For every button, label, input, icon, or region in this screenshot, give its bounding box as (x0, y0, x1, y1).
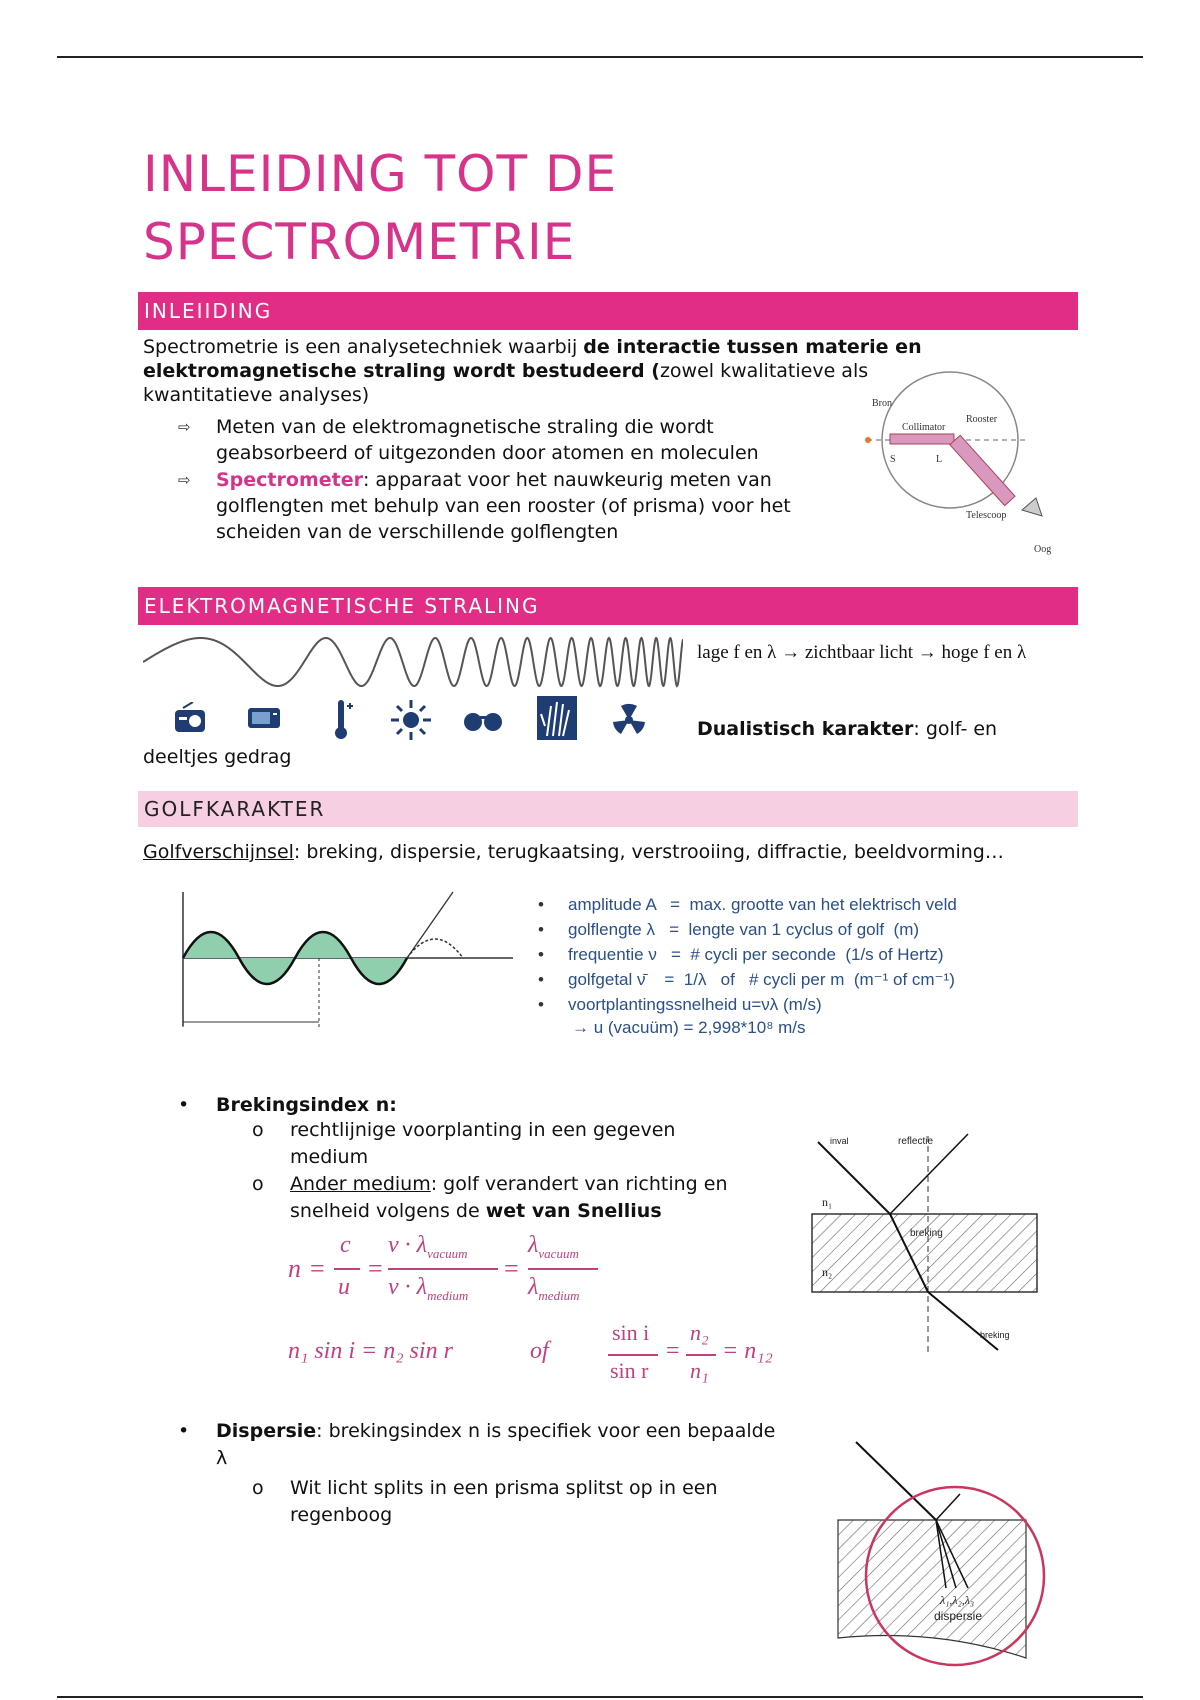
label-breking-outer: breking (980, 1330, 1010, 1340)
bullet-brekingsindex (178, 1092, 397, 1119)
list-item-text (216, 467, 846, 545)
microwave-icon (247, 706, 281, 732)
dispersion-diagram (836, 1438, 1056, 1673)
medium-block (812, 1214, 1037, 1292)
exit-ray (928, 1292, 998, 1350)
list-item-text: Meten van de elektromagnetische straling die wordt geabsorbeerd of uitgezonden door atomen en moleculen (216, 416, 759, 464)
bullet-dot: • (178, 1094, 190, 1116)
label-telescoop: Telescoop (966, 510, 1007, 521)
label-dispersie: dispersie (934, 1609, 983, 1623)
dualistic-continuation: deeltjes gedrag (143, 746, 292, 768)
bullet-dispersie (178, 1418, 786, 1472)
label-bron: Bron (872, 398, 892, 409)
title-line-1: INLEIDING TOT DE (143, 145, 618, 203)
sub-item-wit-licht (252, 1475, 760, 1529)
spectrometer-diagram (862, 370, 1062, 560)
sub-bullet: o (252, 1119, 264, 1141)
page-title (143, 140, 617, 276)
label-inval: inval (830, 1136, 849, 1146)
top-rule (57, 56, 1143, 58)
snell-formula-ratio: n = c u = $\nu \cdot \lambda_{vacuum}$ $\nu \cdot \lambda_{medium}$ = $\lambda_{vacuum}$ $\lambda_{medium}$ (288, 1232, 628, 1312)
bottom-rule (57, 1696, 1143, 1698)
chirp-wave (143, 638, 683, 686)
vector-arrow (407, 892, 453, 958)
label-breking-inner: breking (910, 1228, 943, 1239)
phenomena-label: Golfverschijnsel (143, 841, 294, 863)
em-icons-row (143, 700, 663, 740)
sub-bullet: o (252, 1477, 264, 1499)
light-source (865, 437, 871, 443)
phenomena-line (143, 840, 1004, 864)
em-spectrum-wave (143, 632, 683, 692)
radiation-icon (609, 700, 649, 740)
xray-hand-icon (537, 696, 577, 740)
refraction-diagram (810, 1132, 1050, 1362)
sub-item-text: rechtlijnige voorplanting in een gegeven medium (290, 1119, 676, 1168)
dispersie-text: Dispersie: brekingsindex n is specifiek voor een bepaalde λ (216, 1420, 776, 1469)
sub-item-text: Ander medium: golf verandert van richting en snelheid volgens de wet van Snellius (290, 1173, 728, 1222)
spectrometer-text: : apparaat voor het nauwkeurig meten van golflengten met behulp van een rooster (of prisma) voor het scheiden van de verschillende golflengten (216, 469, 791, 543)
wave-diagram (143, 886, 523, 1036)
section-heading-golf: GOLFKARAKTER (138, 791, 1078, 827)
label-lambdas: λ₁,λ₂,λ₃ (940, 1593, 975, 1607)
section-heading-inleiding: INLEIIDING (138, 292, 1078, 330)
sub-item-rechtlijnig (252, 1117, 740, 1171)
phenomena-text: : breking, dispersie, terugkaatsing, verstrooiing, diffractie, beeldvorming… (293, 841, 1004, 863)
label-collimator: Collimator (902, 422, 946, 433)
label-n1: n₁ (822, 1195, 833, 1209)
collimator-tube (890, 434, 954, 444)
label-reflectie: reflectie (898, 1136, 934, 1147)
radio-icon (173, 702, 207, 736)
intro-suffix: zowel kwalitatieve als kwantitatieve analyses) (143, 360, 869, 406)
sub-bullet: o (252, 1173, 264, 1195)
bullet-dot: • (178, 1420, 190, 1442)
intro-prefix: Spectrometrie is een analysetechniek waarbij (143, 336, 584, 358)
sub-item-ander-medium (252, 1171, 790, 1225)
label-rooster: Rooster (966, 414, 998, 425)
thermometer-icon (331, 700, 355, 740)
label-n2: n₂ (822, 1265, 833, 1279)
sun-icon (391, 700, 431, 740)
list-item-spectrometer (178, 467, 846, 545)
list-item-meten (178, 414, 846, 466)
hatched-wave (407, 939, 463, 958)
arrow-icon: ⇨ (178, 418, 191, 436)
section-heading-em: ELEKTROMAGNETISCHE STRALING (138, 587, 1078, 625)
em-side-text: lage f en λ → zichtbaar licht → hoge f en λ (697, 642, 1027, 663)
eye-icon (1022, 498, 1042, 516)
sub-item-text: Wit licht splits in een prisma splitst op in een regenboog (290, 1477, 718, 1526)
label-l: L (936, 454, 943, 465)
glasses-icon (463, 708, 503, 732)
dualistic-bold: Dualistisch karakter (697, 718, 914, 740)
arrow-icon: ⇨ (178, 471, 191, 489)
dualistic-line (697, 717, 997, 741)
label-oog: Oog (1034, 544, 1052, 555)
spectrometer-term: Spectrometer (216, 469, 363, 491)
label-s: S (890, 454, 896, 465)
title-line-2: SPECTROMETRIE (143, 213, 576, 271)
snell-formula-sin: n₁ sin i = n₂ sin r of sin i sin r = n₂ n₁ = n₁₂ (288, 1320, 773, 1383)
intro-bold: de interactie tussen materie en elektromagnetische straling wordt bestudeerd ( (143, 336, 922, 382)
reflected-light (936, 1494, 960, 1520)
dualistic-rest: : golf- en (913, 718, 998, 740)
def-speed-vacuum: → u (vacuüm) = 2,998*10⁸ m/s (572, 1018, 806, 1037)
telescope-tube (950, 435, 1015, 505)
brekingsindex-title: Brekingsindex n: (216, 1094, 397, 1116)
